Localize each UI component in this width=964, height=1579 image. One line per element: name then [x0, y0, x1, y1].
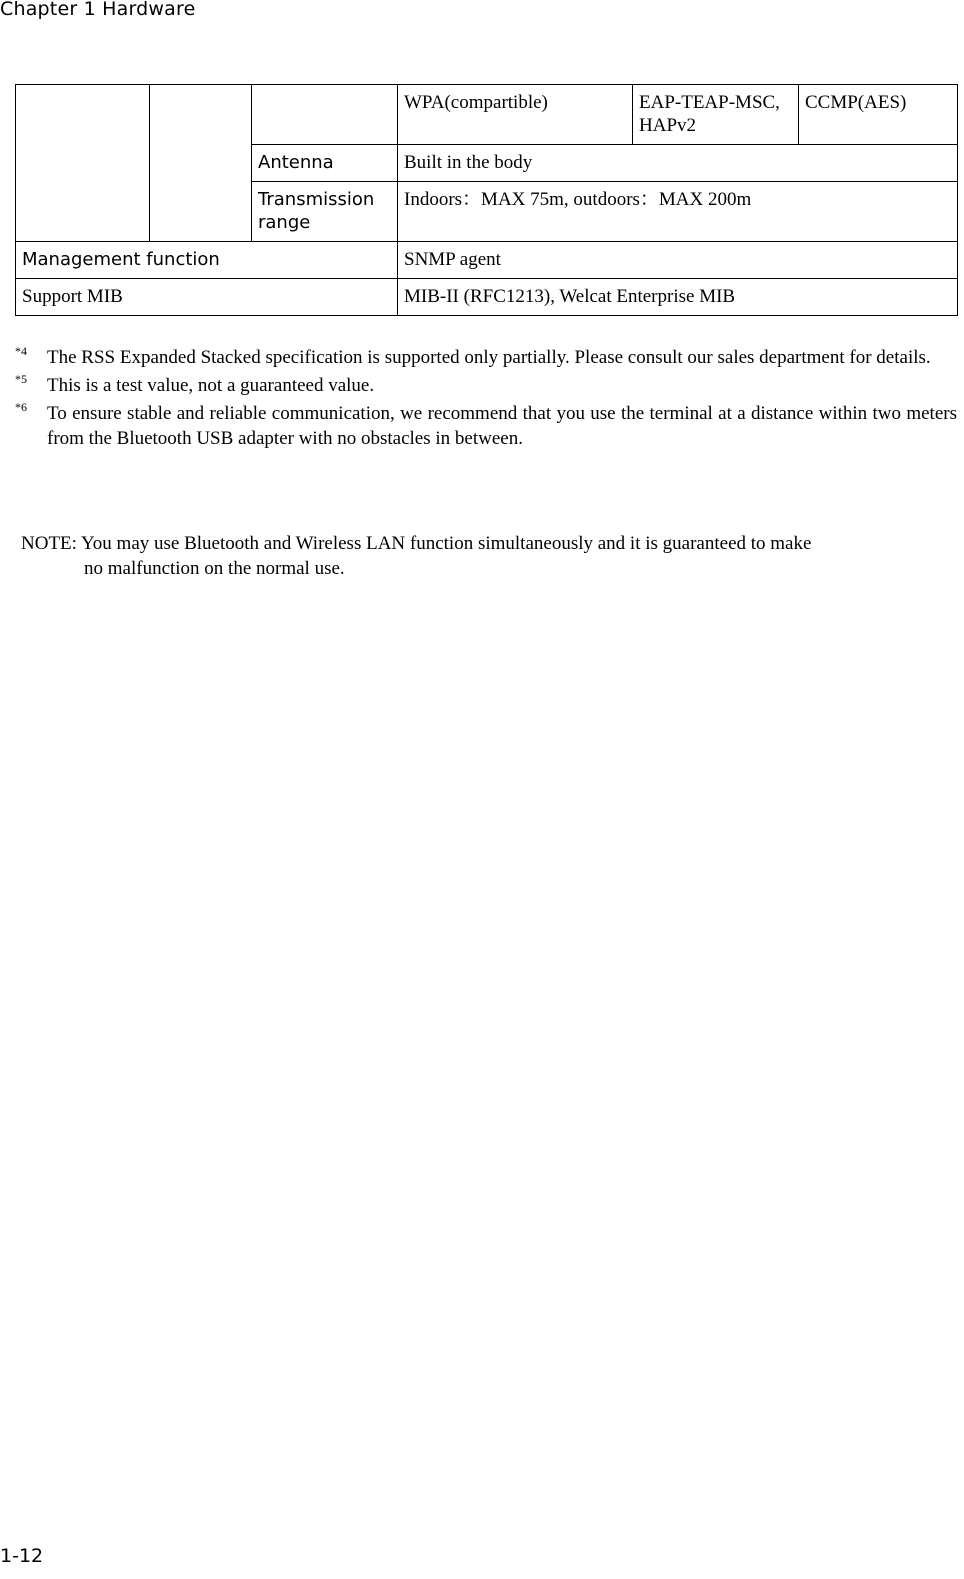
footnote-text: The RSS Expanded Stacked specification is supported only partially. Please consult our sales department for details. [47, 347, 931, 368]
row-value-support-mib: MIB-II (RFC1213), Welcat Enterprise MIB [398, 279, 958, 316]
blank-cell [252, 85, 398, 145]
table-cell: CCMP(AES) [799, 85, 958, 145]
chapter-header: Chapter 1 Hardware [0, 0, 196, 20]
note-line-2: no malfunction on the normal use. [84, 558, 345, 579]
row-label-antenna: Antenna [252, 145, 398, 182]
spec-table [15, 84, 958, 316]
row-label-management-function: Management function [16, 242, 398, 279]
blank-cell [16, 85, 150, 242]
note-line-1 [21, 531, 921, 556]
footnotes [15, 345, 957, 454]
table-cell: EAP-TEAP-MSC, HAPv2 [633, 85, 799, 145]
row-value-management-function: SNMP agent [398, 242, 958, 279]
footnote-text: This is a test value, not a guaranteed value. [47, 375, 375, 396]
row-label-transmission-range: Transmission range [252, 182, 398, 242]
table-cell: WPA(compartible) [398, 85, 633, 145]
footnote-6 [15, 401, 957, 451]
footnote-mark: *6 [15, 400, 27, 414]
note-block [21, 531, 921, 581]
footnote-mark: *4 [15, 344, 27, 358]
footnote-5 [15, 373, 957, 398]
footnote-text: To ensure stable and reliable communication, we recommend that you use the terminal at a distance within two meters from the Bluetooth USB adapter with no obstacles in between. [47, 403, 957, 449]
footnote-mark: *5 [15, 372, 27, 386]
table-row [16, 242, 958, 279]
footnote-4 [15, 345, 957, 370]
row-label-support-mib: Support MIB [16, 279, 398, 316]
table-row [16, 85, 958, 145]
row-value-transmission-range: Indoors：MAX 75m, outdoors：MAX 200m [398, 182, 958, 242]
blank-cell [150, 85, 252, 242]
row-value-antenna: Built in the body [398, 145, 958, 182]
note-label: NOTE: [21, 533, 77, 554]
note-text: You may use Bluetooth and Wireless LAN function simultaneously and it is guaranteed to make [80, 533, 812, 554]
table-row [16, 279, 958, 316]
page-number: 1-12 [0, 1545, 44, 1567]
